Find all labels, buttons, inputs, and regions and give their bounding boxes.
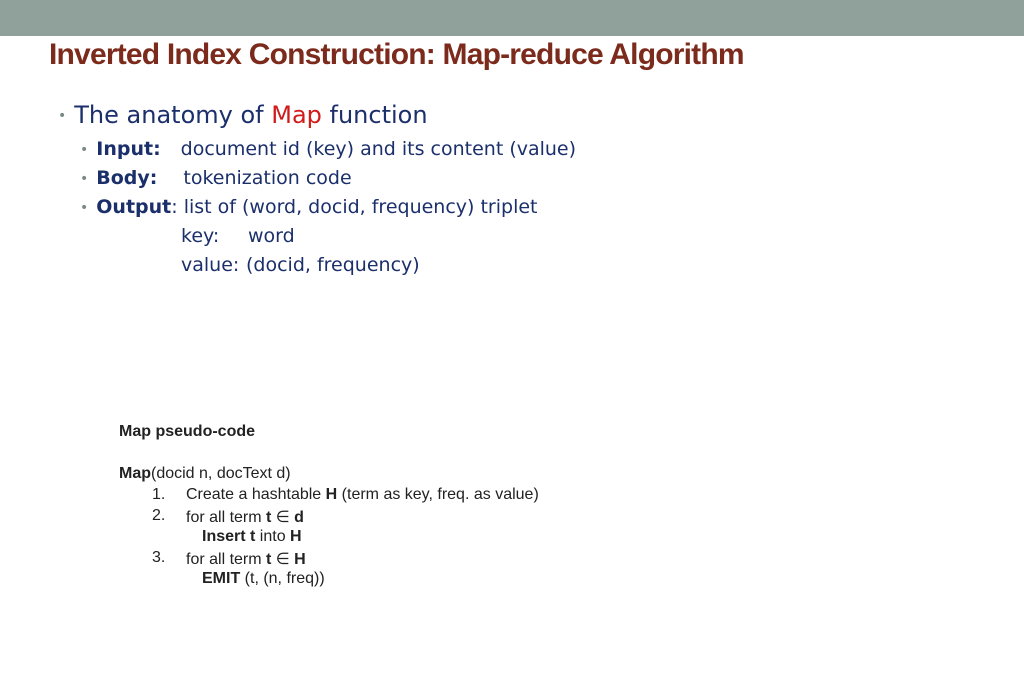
pseudo-step-number: 1. [152,486,166,503]
pseudo-text: Insert t [202,528,256,545]
pseudo-text: t [266,509,272,526]
output-value-label: value: [181,254,240,276]
bullet-body-text: tokenization code [183,167,352,189]
pseudo-text: ∈ [271,551,295,568]
pseudo-text: H [294,551,306,568]
pseudo-text: into [255,528,291,545]
bullet-dot-icon: • [80,141,89,158]
pseudo-step-3-body [202,570,325,588]
pseudo-text: (term as key, freq. as value) [337,486,539,503]
header-band [0,0,1024,36]
pseudo-step-number: 2. [152,507,166,524]
pseudo-text: EMIT [202,570,241,587]
bullet-dot-icon: • [58,108,67,124]
bullet-output [80,196,538,218]
pseudo-code-heading: Map pseudo-code [119,423,256,440]
bullet-dot-icon: • [80,199,89,216]
pseudo-text: ∈ [271,509,295,526]
output-value-value: (docid, frequency) [246,254,420,276]
bullet-main-accent: Map [271,101,322,129]
pseudo-step-3 [186,549,306,569]
bullet-dot-icon: • [80,170,89,187]
bullet-main [58,101,428,129]
bullet-body [80,167,352,189]
pseudo-text: H [325,486,338,503]
pseudo-signature-name: Map [119,465,151,482]
pseudo-text: d [294,509,304,526]
pseudo-step-number: 3. [152,549,166,566]
output-key-value: word [248,225,295,247]
bullet-output-label: Output [96,196,172,218]
pseudo-text: t [266,551,272,568]
bullet-main-prefix: The anatomy of [74,101,272,129]
pseudo-text: for all term [186,509,267,526]
bullet-main-suffix: function [321,101,428,129]
bullet-input [80,138,576,160]
pseudo-text: (t, (n, freq)) [240,570,325,587]
pseudo-step-2 [186,507,304,527]
pseudo-signature [119,465,291,483]
slide-title: Inverted Index Construction: Map-reduce Algorithm [49,38,744,71]
bullet-output-text: : list of (word, docid, frequency) triplet [171,196,538,218]
bullet-input-label: Input: [96,138,161,160]
output-key-label: key: [181,225,220,247]
pseudo-step-2-body [202,528,302,546]
pseudo-text: for all term [186,551,267,568]
pseudo-step-1 [186,486,539,504]
pseudo-text: Create a hashtable [186,486,326,503]
bullet-input-text: document id (key) and its content (value) [180,138,577,160]
pseudo-text: H [290,528,302,545]
pseudo-signature-args: (docid n, docText d) [151,465,291,482]
bullet-body-label: Body: [96,167,158,189]
